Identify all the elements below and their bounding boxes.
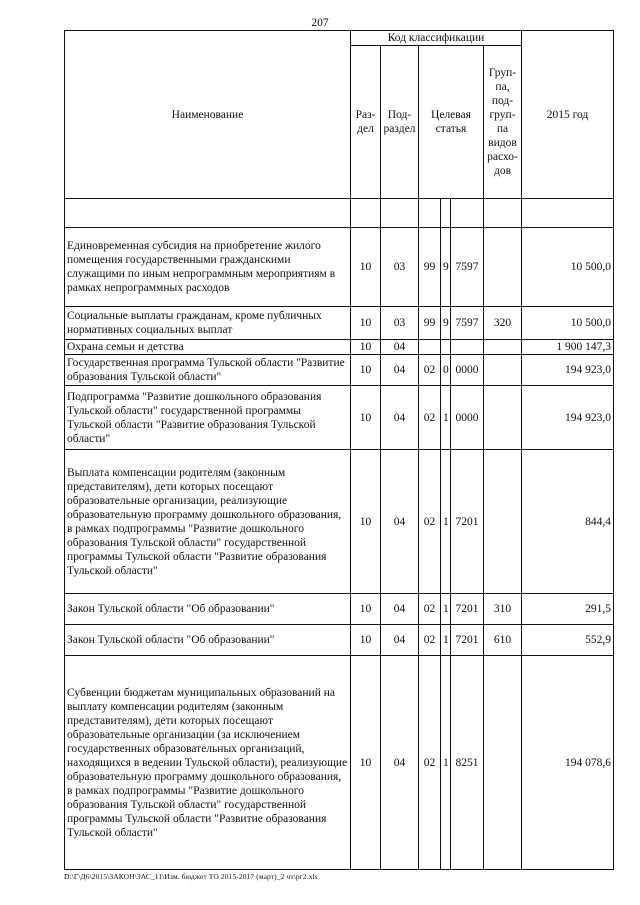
row-razdel: 10 — [351, 228, 381, 307]
row-cs1: 02 — [419, 625, 441, 656]
row-cs1: 02 — [419, 355, 441, 386]
row-vid: 610 — [484, 625, 522, 656]
table-row — [65, 355, 614, 386]
row-cs2 — [441, 340, 451, 355]
row-amount: 194 923,0 — [522, 355, 614, 386]
table-row — [65, 594, 614, 625]
table-row — [65, 228, 614, 307]
row-name: Государственная программа Тульской области "Развитие образования Тульской области" — [65, 355, 351, 386]
row-amount: 10 500,0 — [522, 228, 614, 307]
row-name: Закон Тульской области "Об образовании" — [65, 625, 351, 656]
row-razdel: 10 — [351, 594, 381, 625]
row-podrazdel: 03 — [381, 228, 419, 307]
row-razdel: 10 — [351, 625, 381, 656]
row-vid — [484, 450, 522, 594]
row-cs3: 7201 — [451, 594, 484, 625]
row-cs1: 02 — [419, 386, 441, 450]
row-name: Единовременная субсидия на приобретение жилого помещения государственными гражданскими служащими по иным непрограммным мероприятиям в рамках непрограммных расходов — [65, 228, 351, 307]
spacer-row — [65, 199, 614, 228]
header-section: Раз- дел — [351, 46, 381, 199]
row-razdel: 10 — [351, 386, 381, 450]
header-year: 2015 год — [522, 31, 614, 199]
row-name: Закон Тульской области "Об образовании" — [65, 594, 351, 625]
row-podrazdel: 04 — [381, 594, 419, 625]
row-cs2: 1 — [441, 625, 451, 656]
header-subsection: Под- раздел — [381, 46, 419, 199]
header-target: Целевая статья — [419, 46, 484, 199]
page-number: 207 — [311, 17, 329, 29]
row-razdel: 10 — [351, 340, 381, 355]
header-code: Код классификации — [351, 31, 522, 46]
row-name: Выплата компенсации родителям (законным представителям), дети которых посещают образовательные организации, реализующие образовательную программу дошкольного образования, в рамках подпрограммы "Развитие дошкольного образования Тульской области" государственной программы Тульской области "Развитие образования Тульской области" — [65, 450, 351, 594]
row-amount: 194 078,6 — [522, 656, 614, 870]
row-podrazdel: 04 — [381, 450, 419, 594]
table-row — [65, 386, 614, 450]
table-row — [65, 450, 614, 594]
row-razdel: 10 — [351, 355, 381, 386]
row-name: Социальные выплаты гражданам, кроме публичных нормативных социальных выплат — [65, 307, 351, 340]
row-cs1: 99 — [419, 228, 441, 307]
file-path-footer: D:\Г\Д6\2015\ЗАКОН\ЗАС_11\Изм. бюджет ТО 2015-2017 (март)_2 чт\рг2.xls — [64, 872, 318, 881]
row-razdel: 10 — [351, 656, 381, 870]
row-cs3: 8251 — [451, 656, 484, 870]
row-cs1: 02 — [419, 594, 441, 625]
row-name: Субвенции бюджетам муниципальных образований на выплату компенсации родителям (законным представителям), дети которых посещают образовательные организации (за исключением государственных образовательных организаций, находящихся в ведении Тульской области), реализующие образовательную программу дошкольного образования, в рамках подпрограммы "Развитие дошкольного образования Тульской области" государственной программы Тульской области "Развитие образования Тульской области" — [65, 656, 351, 870]
row-vid: 310 — [484, 594, 522, 625]
row-cs3: 7201 — [451, 450, 484, 594]
row-amount: 10 500,0 — [522, 307, 614, 340]
row-amount: 291,5 — [522, 594, 614, 625]
row-cs1: 99 — [419, 307, 441, 340]
row-vid — [484, 340, 522, 355]
header-row — [65, 31, 614, 46]
header-group: Груп- па, под- груп- па видов расхо- дов — [484, 46, 522, 199]
row-cs1: 02 — [419, 656, 441, 870]
row-vid — [484, 355, 522, 386]
row-podrazdel: 04 — [381, 355, 419, 386]
row-cs2: 1 — [441, 656, 451, 870]
row-vid — [484, 228, 522, 307]
row-amount: 194 923,0 — [522, 386, 614, 450]
row-podrazdel: 04 — [381, 386, 419, 450]
row-vid — [484, 656, 522, 870]
table-row — [65, 625, 614, 656]
row-podrazdel: 04 — [381, 656, 419, 870]
table-row — [65, 656, 614, 870]
row-podrazdel: 04 — [381, 625, 419, 656]
header-name: Наименование — [65, 31, 351, 199]
row-cs3: 7597 — [451, 307, 484, 340]
row-razdel: 10 — [351, 450, 381, 594]
row-cs2: 9 — [441, 307, 451, 340]
row-cs1 — [419, 340, 441, 355]
row-cs2: 9 — [441, 228, 451, 307]
row-name: Охрана семьи и детства — [65, 340, 351, 355]
row-vid: 320 — [484, 307, 522, 340]
row-cs3: 0000 — [451, 355, 484, 386]
row-cs2: 1 — [441, 386, 451, 450]
table-row — [65, 340, 614, 355]
row-podrazdel: 03 — [381, 307, 419, 340]
row-cs3: 0000 — [451, 386, 484, 450]
row-cs2: 1 — [441, 450, 451, 594]
row-razdel: 10 — [351, 307, 381, 340]
row-podrazdel: 04 — [381, 340, 419, 355]
row-amount: 844,4 — [522, 450, 614, 594]
row-amount: 1 900 147,3 — [522, 340, 614, 355]
row-amount: 552,9 — [522, 625, 614, 656]
row-cs1: 02 — [419, 450, 441, 594]
row-name: Подпрограмма "Развитие дошкольного образования Тульской области" государственной программы Тульской области "Развитие образования Тульской области" — [65, 386, 351, 450]
table-row — [65, 307, 614, 340]
row-vid — [484, 386, 522, 450]
row-cs3: 7201 — [451, 625, 484, 656]
row-cs3: 7597 — [451, 228, 484, 307]
budget-table — [64, 30, 614, 870]
row-cs2: 1 — [441, 594, 451, 625]
row-cs2: 0 — [441, 355, 451, 386]
row-cs3 — [451, 340, 484, 355]
